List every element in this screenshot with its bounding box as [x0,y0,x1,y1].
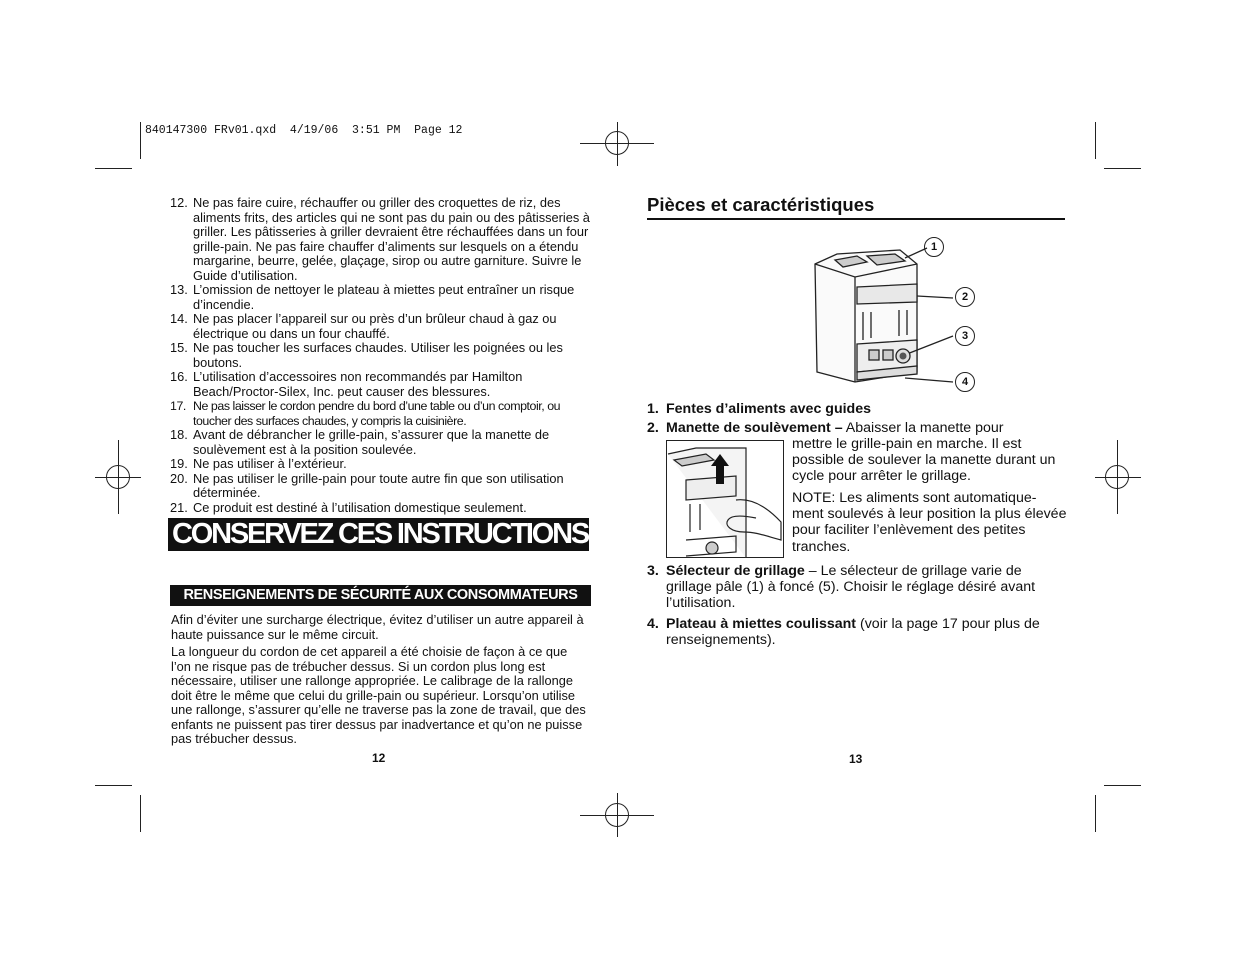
callout-number: 1 [924,237,944,257]
crop-mark [140,122,141,159]
list-item: 12. Ne pas faire cuire, réchauffer ou griller des croquettes de riz, des aliments frits, des articles qui ne sont pas du pain ou des pâtisseries à griller. Les pâtisseries à griller devraient être réchauffées dans un four grille-pain. Ne pas faire chauffer d’aliments sur lesquels on a étendu margarine, beurre, gelée, glaçage, sirop ou autre garniture. Suivre le Guide d’utilisation. [170,195,590,283]
part-item: 2. Manette de soulèvement – Abaisser la manette pour [647,420,1004,436]
part-item: 4. Plateau à miettes coulissant (voir la page 17 pour plus de renseignements). [647,616,1040,649]
crop-mark [140,795,141,832]
registration-line [617,793,618,837]
save-instructions-banner: CONSERVEZ CES INSTRUCTIONS [168,518,589,551]
list-item: 15. Ne pas toucher les surfaces chaudes. Utiliser les poignées ou les boutons. [170,340,563,370]
registration-line [617,122,618,166]
list-item: 18. Avant de débrancher le grille-pain, s’assurer que la manette de soulèvement est à la position soulevée. [170,427,550,457]
consumer-safety-heading: RENSEIGNEMENTS DE SÉCURITÉ AUX CONSOMMATEURS [170,585,591,606]
part-note: NOTE: Les aliments sont automatique-ment soulevés à leur position la plus élevée pour faciliter l’enlèvement des petites tranches. [792,490,1067,555]
list-item: 20. Ne pas utiliser le grille-pain pour toute autre fin que son utilisation déterminée. [170,470,564,500]
callout-number: 3 [955,326,975,346]
crop-mark [1095,122,1096,159]
registration-line [118,440,119,514]
list-item: 21. Ce produit est destiné à l’utilisation domestique seulement. [170,499,527,515]
toaster-illustration [805,232,980,392]
registration-line [1095,477,1141,478]
list-item: 19. Ne pas utiliser à l’extérieur. [170,456,347,471]
part-item: 1. Fentes d’aliments avec guides [647,401,872,417]
list-item: 17. Ne pas laisser le cordon pendre du bord d’une table ou d’un comptoir, ou toucher des surfaces chaudes, y compris la cuisinière. [170,399,561,428]
registration-line [1117,440,1118,514]
page-number: 13 [849,752,863,766]
crop-mark [95,168,132,169]
paragraph: La longueur du cordon de cet appareil a été choisie de façon à ce que l’on ne risque pas de trébucher dessus. Si un cordon plus long est nécessaire, utiliser une rallonge appropriée. Le calibrage de la rallonge doit être le même que celui du grille-pain ou supérieur. Lorsqu’on utilise une rallonge, s’assurer qu’elle ne traverse pas la zone de travail, que des enfants ne puissent pas tirer dessus par inadvertance et qu’on ne puisse pas trébucher dessus. [171,644,586,746]
print-slug: 840147300 FRv01.qxd 4/19/06 3:51 PM Page 12 [145,124,463,137]
callout-number: 2 [955,287,975,307]
crop-mark [1104,168,1141,169]
crop-mark [95,785,132,786]
safety-list [170,196,595,515]
part-description: mettre le grille-pain en marche. Il est possible de soulever la manette durant un cycle pour arrêter le grillage. [792,436,1056,485]
crop-mark [1095,795,1096,832]
heading-rule [647,218,1065,220]
callout-number: 4 [955,372,975,392]
list-item: 14. Ne pas placer l’appareil sur ou près d’un brûleur chaud à gaz ou électrique ou dans un four chauffé. [170,311,557,341]
part-item: 3. Sélecteur de grillage – Le sélecteur de grillage varie de grillage pâle (1) à foncé (5). Choisir le réglage désiré avant l’utilisation. [647,563,1036,612]
list-item: 13. L’omission de nettoyer le plateau à miettes peut entraîner un risque d’incendie. [170,282,575,312]
page-number: 12 [372,751,386,765]
page-title: Pièces et caractéristiques [647,194,875,215]
list-item: 16. L’utilisation d’accessoires non recommandés par Hamilton Beach/Proctor-Silex, Inc. peut causer des blessures. [170,369,523,399]
crop-mark [1104,785,1141,786]
paragraph: Afin d’éviter une surcharge électrique, évitez d’utiliser un autre appareil à haute puissance sur le même circuit. [171,612,584,642]
lever-illustration [666,440,784,558]
